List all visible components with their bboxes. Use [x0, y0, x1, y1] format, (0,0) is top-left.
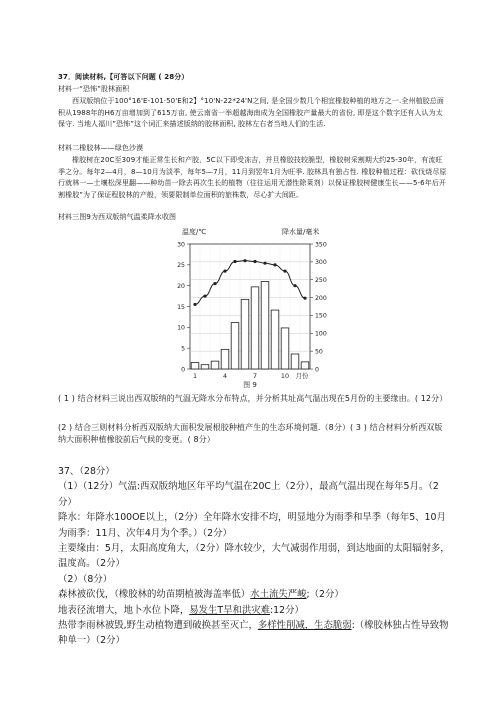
temperature-point [293, 284, 296, 287]
answer-2-line-1-key: 水土流失严峻 [250, 589, 307, 601]
precipitation-tick-label: 0 [315, 366, 319, 374]
precipitation-bar [261, 282, 269, 370]
month-tick-label: 10 [280, 372, 290, 380]
precipitation-bar [191, 363, 199, 369]
material2-title: 材料二橡胶林——绿色沙漠 [58, 144, 144, 152]
material2-text: 橡胶树在20C至309才能正常生长和产胶，5C以下即受冻吉，并旦橡胶技较脆型，橡胶树采割期大约25-30年，有流旺季之分。每年2—4月，8—10月为淡季，每年5—7月，11月到翌年1月为旺季. 胶林具有独占性. 橡胶种植过程：砍伐烧尽原行就林一—土壤松深里翻——种幼苗一除去再次生长的植物（往往运用无潜性除莱剂）以保证橡胶树健康生长——5-6年后开割橡胶”为了保证程胶林的产般，领要限制单位面积的旅株数，尽心扩大间距。 [58, 156, 447, 199]
right-axis-label: 降水量/毫米 [282, 228, 320, 236]
answer-2-line-2-key: 易发生T旱和洪灾难 [189, 604, 270, 616]
precipitation-bar [201, 365, 209, 369]
answer-2-line-2 [58, 603, 450, 618]
month-ticks [193, 371, 309, 389]
precipitation-tick-label: 100 [315, 330, 327, 338]
temperature-tick-label: 15 [177, 303, 185, 311]
precipitation-bar [211, 361, 219, 369]
temperature-point [213, 282, 216, 285]
precipitation-bar [231, 323, 239, 369]
precipitation-bar [271, 310, 279, 369]
precipitation-tick-label: 300 [315, 259, 327, 267]
answer-header: 37、（28分） [58, 466, 115, 477]
temperature-point [203, 294, 206, 297]
chart-grid [190, 244, 310, 369]
temperature-point [243, 259, 246, 262]
question-heading: 37．阅读材料,【可答以下问题 ( 28分） [58, 73, 189, 81]
temperature-point [283, 269, 286, 272]
precipitation-bar [251, 287, 259, 369]
precipitation-tick-label: 200 [315, 294, 327, 302]
temperature-point [303, 297, 306, 300]
temperature-tick-label: 25 [177, 262, 185, 270]
month-tick-label: 4 [222, 372, 228, 380]
temperature-ticks [177, 241, 190, 373]
left-axis-label: 温度/℃ [182, 228, 207, 236]
precipitation-bar [281, 328, 289, 369]
answer-1-reason: 主要缘由：5月，太阳高度角大，（2分）降水较少，大气减弱作用弱，到达地面的太阳辐射多，温度高。（2分） [58, 543, 450, 570]
temperature-point [263, 262, 266, 265]
temperature-point [193, 303, 196, 306]
temperature-tick-label: 5 [181, 345, 185, 353]
precipitation-bar [291, 354, 299, 369]
precipitation-bar [301, 362, 309, 369]
month-tick-label: 7 [252, 372, 258, 380]
answer-2-line-1 [58, 587, 450, 602]
answer-2-line-1-text: 森林被砍伐，（橡胶林的幼苗期植被海盖率低） [58, 589, 251, 601]
climate-chart [160, 224, 360, 392]
answer-2-header: （2）（8分） [58, 573, 113, 585]
answer-2-line-1-score: ;（2分） [306, 589, 344, 601]
question-1: ( 1 ) 结合材料三说出西双版纳的气温无降水分布特点，并分析其址高气温出现在5月份的主要缘由。( 12分） [58, 394, 448, 403]
precipitation-bar [221, 349, 229, 369]
month-tick-label: 月份 [295, 372, 309, 380]
answer-2-line-3-text: 热带李雨林被毁,野生动植物遭到破换甚至灭亡， [58, 620, 258, 632]
material1-text: 西双版纳位于100°16'E-101·50'E和2】°10'N-22*24'N之间, 是全国少数几个相宜橡胶种植的地方之一.全州植胶总面积从1988年的H6万亩增加到了615万亩, 使云南省一举超越海南成为全国橡胶产量最大的省份, 即是这个数字还有人认为太保守. 当地人福川”恐怖”这个词汇来描述版纳的胶林面积, 胶林左右者当地人们的生活. [58, 97, 444, 129]
precipitation-bar [241, 299, 249, 369]
temperature-tick-label: 0 [181, 366, 185, 374]
month-tick-label: 1 [192, 372, 198, 380]
precipitation-tick-label: 150 [315, 312, 327, 320]
answer-section [58, 464, 450, 649]
material1-title: 材料一“恐怖”股林面积 [58, 85, 130, 93]
temperature-point [233, 260, 236, 263]
answer-1-temperature: （1）（12分）气温:西双版纳地区年平均气温在20C上（2分），最高气温出现在每年5月。（2分） [58, 481, 439, 508]
answer-2-line-2-score: :12分） [270, 604, 304, 616]
temperature-tick-label: 10 [177, 324, 185, 332]
answer-2-line-2-text: 地表径流增大，地卜水位卜降， [58, 604, 190, 616]
answer-1-rainfall: 降水：年降水100OE以上，（2分）全年降水安排不均，明显地分为雨季和旱季（每年5、10月为雨季：11月、次年4月为个季。）（2分） [58, 512, 446, 539]
answer-2-line-3-key: 多样性削减，生态脆弱 [257, 620, 352, 632]
question-2-3 [58, 422, 448, 446]
material3-title: 材料三图9为西双版纳气温柔降水收图 [58, 213, 177, 221]
figure-label: 图 9 [243, 381, 257, 389]
precipitation-tick-label: 250 [315, 277, 327, 285]
temperature-point [273, 263, 276, 266]
answer-2-line-3 [58, 618, 450, 649]
temperature-tick-label: 30 [177, 241, 185, 249]
temperature-point [253, 260, 256, 263]
precipitation-tick-label: 50 [315, 348, 323, 356]
temperature-point [223, 269, 226, 272]
precipitation-tick-label: 350 [315, 241, 327, 249]
answer-2-line-3-score: :（橡胶林独占性导致物种单一）（2分） [58, 620, 449, 647]
question-3: ( 3 ) 结合材料分析西双版纳大面积种植橡胶前后气候的变更。( 8分） [58, 423, 443, 444]
temperature-tick-label: 20 [177, 282, 185, 290]
precipitation-ticks [310, 241, 327, 373]
question-2: (2 ) 结合三则材料分析西双版纳大面积发展根胶种植产生的生态环境何题.（8分） [58, 423, 351, 432]
